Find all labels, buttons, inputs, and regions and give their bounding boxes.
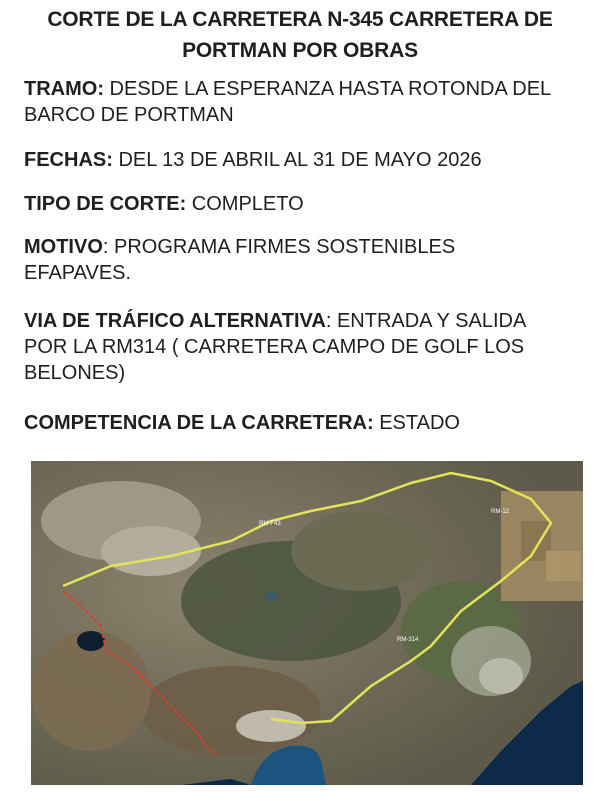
title-line-1: CORTE DE LA CARRETERA N-345 CARRETERA DE <box>47 8 553 31</box>
field-motivo <box>24 234 504 286</box>
field-label: TIPO DE CORTE: <box>24 193 187 215</box>
field-value: : PROGRAMA FIRMES SOSTENIBLES EFAPAVES. <box>24 236 456 284</box>
field-tramo <box>24 76 584 128</box>
title-line-2: PORTMAN POR OBRAS <box>182 39 418 62</box>
field-value: COMPLETO <box>186 193 304 215</box>
field-via-alternativa <box>24 308 574 386</box>
field-label: COMPETENCIA DE LA CARRETERA: <box>24 412 374 434</box>
field-competencia <box>24 410 584 436</box>
map-label-rm-314: RM-314 <box>397 637 419 643</box>
page-title <box>0 4 600 66</box>
field-fechas <box>24 147 584 173</box>
field-tipo-corte <box>24 191 584 217</box>
map-label-rm-12: RM-12 <box>491 509 510 515</box>
map-label-rm-f43: RM-F43 <box>259 521 281 527</box>
satellite-map <box>31 461 583 785</box>
field-label: FECHAS: <box>24 149 113 171</box>
field-value: : ENTRADA Y SALIDA POR LA RM314 ( CARRETERA CAMPO DE GOLF LOS BELONES) <box>24 310 526 384</box>
pond <box>77 631 105 651</box>
pond-small <box>265 592 277 600</box>
map-graphic <box>31 461 583 785</box>
field-value: ESTADO <box>373 412 460 434</box>
field-label: VIA DE TRÁFICO ALTERNATIVA <box>24 310 326 332</box>
field-label: TRAMO: <box>24 78 104 100</box>
field-label: MOTIVO <box>24 236 103 258</box>
field-value: DEL 13 DE ABRIL AL 31 DE MAYO 2026 <box>112 149 482 171</box>
field-value: DESDE LA ESPERANZA HASTA ROTONDA DEL BARCO DE PORTMAN <box>24 78 551 126</box>
